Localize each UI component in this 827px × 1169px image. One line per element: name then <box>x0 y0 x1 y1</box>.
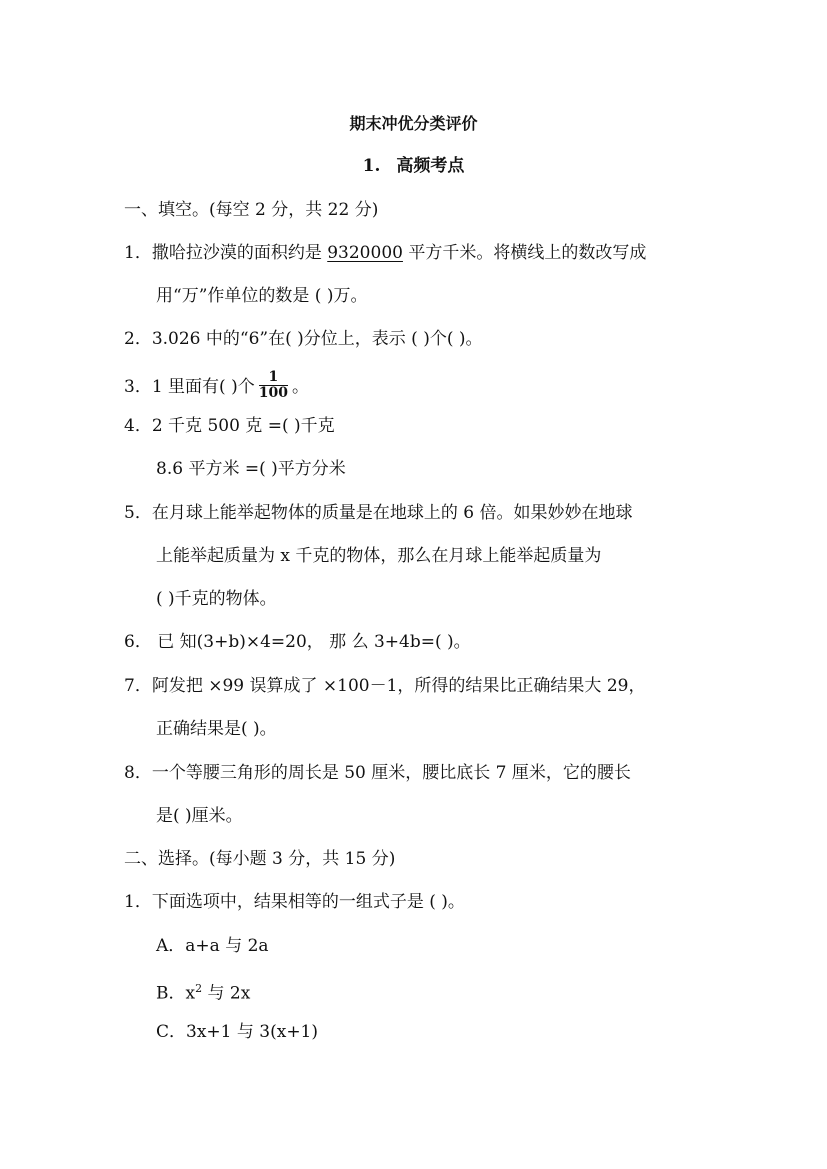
question-1-1-line1 <box>124 242 646 264</box>
question-1-8-line1: 8．一个等腰三角形的周长是 50 厘米，腰比底长 7 厘米，它的腰长 <box>124 763 631 783</box>
page-title <box>0 113 827 135</box>
question-1-7-line2: 正确结果是( )。 <box>156 719 277 739</box>
question-1-7-line1: 7．阿发把 ×99 误算成了 ×100－1，所得的结果比正确结果大 29， <box>124 676 646 696</box>
q1-1-post: 平方千米。将横线上的数改写成 <box>402 243 647 263</box>
question-1-4-line1: 4．2 千克 500 克 =( )千克 <box>124 416 335 436</box>
subtitle-text: 高频考点 <box>396 156 465 176</box>
underlined-number: 9320000 <box>327 243 403 263</box>
option-b-superscript: 2 <box>195 982 203 995</box>
fraction <box>259 370 288 401</box>
q1-3-post: 。 <box>291 377 309 397</box>
question-1-5-line1: 5．在月球上能举起物体的质量是在地球上的 6 倍。如果妙妙在地球 <box>124 503 633 523</box>
q1-1-pre: 1．撒哈拉沙漠的面积约是 <box>124 243 328 263</box>
section2-heading: 二、选择。(每小题 3 分，共 15 分) <box>124 849 396 869</box>
question-1-2: 2．3.026 中的“6”在( )分位上，表示 ( )个( )。 <box>124 329 483 349</box>
question-1-1-line2: 用“万”作单位的数是 ( )万。 <box>156 286 368 306</box>
question-1-5-line2: 上能举起质量为 x 千克的物体，那么在月球上能举起质量为 <box>156 546 602 566</box>
option-c: C．3x+1 与 3(x+1) <box>156 1022 319 1042</box>
question-2-1-stem: 1．下面选项中，结果相等的一组式子是 ( )。 <box>124 892 465 912</box>
question-1-8-line2: 是( )厘米。 <box>156 806 243 826</box>
subtitle-number: 1. <box>362 156 381 176</box>
option-b-post: 与 2x <box>202 983 251 1004</box>
section-subtitle <box>0 155 827 177</box>
option-a: A．a+a 与 2a <box>156 936 269 956</box>
option-b-pre: B．x <box>156 983 196 1004</box>
question-1-4-line2: 8.6 平方米 =( )平方分米 <box>156 459 346 479</box>
question-1-5-line3: ( )千克的物体。 <box>156 589 277 609</box>
fraction-numerator: 1 <box>259 370 288 386</box>
q1-3-pre: 3．1 里面有( )个 <box>124 377 255 397</box>
option-b <box>156 978 250 1005</box>
fraction-denominator: 100 <box>258 385 288 401</box>
question-1-3 <box>124 369 309 403</box>
section1-heading: 一、填空。(每空 2 分，共 22 分) <box>124 200 379 220</box>
question-1-6: 6． 已 知(3+b)×4=20， 那 么 3+4b=( )。 <box>124 632 471 652</box>
title-text: 期末冲优分类评价 <box>349 114 478 133</box>
